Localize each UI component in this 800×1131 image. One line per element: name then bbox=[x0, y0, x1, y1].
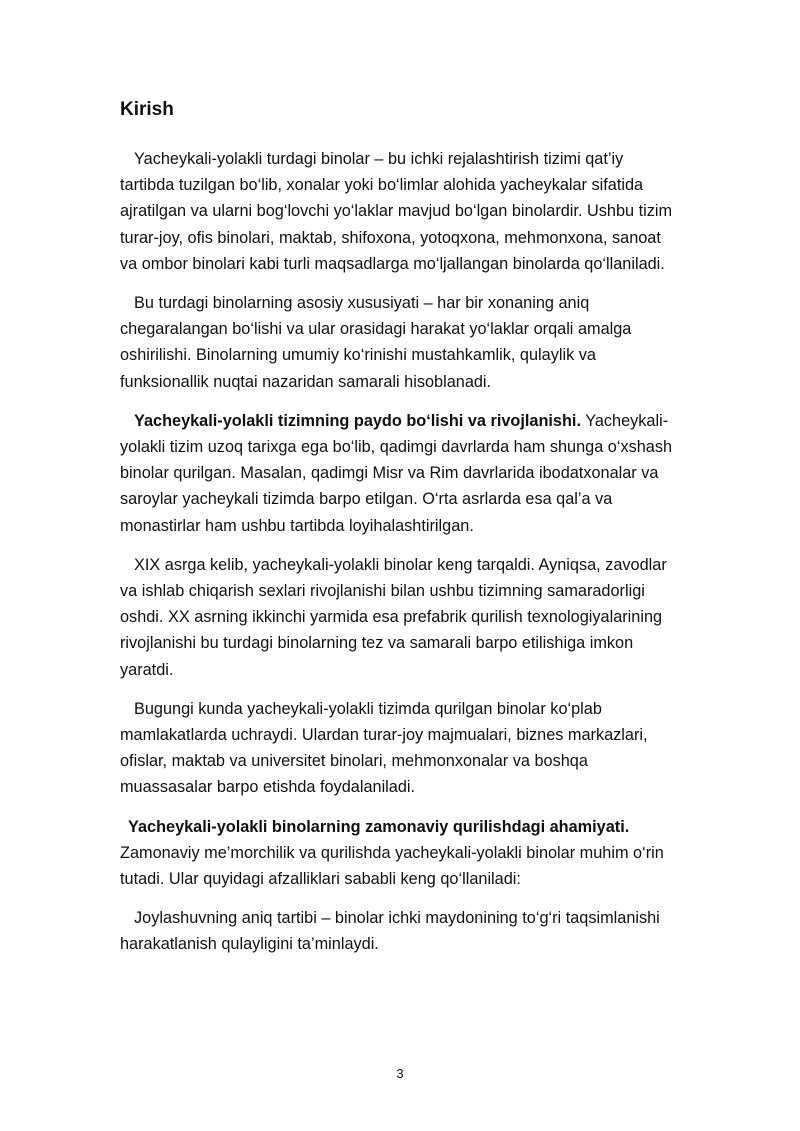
paragraph bbox=[120, 814, 680, 893]
paragraph bbox=[120, 696, 680, 801]
paragraph-bold-lead: Yacheykali-yolakli tizimning paydo bo‘lishi va rivojlanishi. bbox=[134, 411, 581, 430]
paragraph-text: XIX asrga kelib, yacheykali-yolakli binolar keng tarqaldi. Ayniqsa, zavodlar va ishlab chiqarish sexlari rivojlanishi bilan ushbu tizimning samaradorligi oshdi. XX asrning ikkinchi yarmida esa prefabrik qurilish texnologiyalarining rivojlanishi bu turdagi binolarning tez va samarali barpo etilishiga imkon yaratdi. bbox=[120, 555, 667, 679]
page-number: 3 bbox=[396, 1066, 404, 1081]
paragraph-text: Zamonaviy me’morchilik va qurilishda yacheykali-yolakli binolar muhim o‘rin tutadi. Ular quyidagi afzalliklari sababli keng qo‘llaniladi: bbox=[120, 843, 664, 889]
section-heading: Kirish bbox=[120, 99, 174, 120]
paragraph-bold-lead: Yacheykali-yolakli binolarning zamonaviy qurilishdagi ahamiyati. bbox=[128, 817, 630, 836]
paragraph bbox=[120, 408, 680, 539]
paragraph bbox=[120, 552, 680, 683]
paragraph-text: Yacheykali-yolakli tizim uzoq tarixga ega bo‘lib, qadimgi davrlarda ham shunga o‘xshash binolar qurilgan. Masalan, qadimgi Misr va Rim davrlarida ibodatxonalar va saroylar yacheykali tizimda barpo etilgan. O‘rta asrlarda esa qal’a va monastirlar ham ushbu tartibda loyihalashtirilgan. bbox=[120, 411, 673, 535]
paragraph-text: Bu turdagi binolarning asosiy xususiyati – har bir xonaning aniq chegaralangan bo‘lishi va ular orasidagi harakat yo‘laklar orqali amalga oshirilishi. Binolarning umumiy ko‘rinishi mustahkamlik, qulaylik va funksionallik nuqtai nazaridan samarali hisoblanadi. bbox=[120, 294, 632, 391]
paragraph bbox=[120, 290, 680, 395]
paragraph-text: Yacheykali-yolakli turdagi binolar – bu ichki rejalashtirish tizimi qat’iy tartibda tuzilgan bo‘lib, xonalar yoki bo‘limlar alohida yacheykalar sifatida ajratilgan va ularni bog‘lovchi yo‘laklar mavjud bo‘lgan binolardir. Ushbu tizim turar-joy, ofis binolari, maktab, shifoxona, yotoqxona, mehmonxona, sanoat va ombor binolari kabi turli maqsadlarga mo‘ljallangan binolarda qo‘llaniladi. bbox=[120, 150, 673, 273]
paragraph bbox=[120, 905, 680, 957]
paragraph bbox=[120, 146, 680, 277]
paragraph-text: Joylashuvning aniq tartibi – binolar ichki maydonining to‘g‘ri taqsimlanishi harakatlanish qulayligini ta’minlaydi. bbox=[120, 909, 660, 954]
page-content bbox=[120, 96, 680, 971]
paragraph-text: Bugungi kunda yacheykali-yolakli tizimda qurilgan binolar ko‘plab mamlakatlarda uchraydi. Ulardan turar-joy majmualari, biznes markazlari, ofislar, maktab va universitet binolari, mehmonxonalar va boshqa muassasalar barpo etishda foydalaniladi. bbox=[120, 699, 648, 797]
